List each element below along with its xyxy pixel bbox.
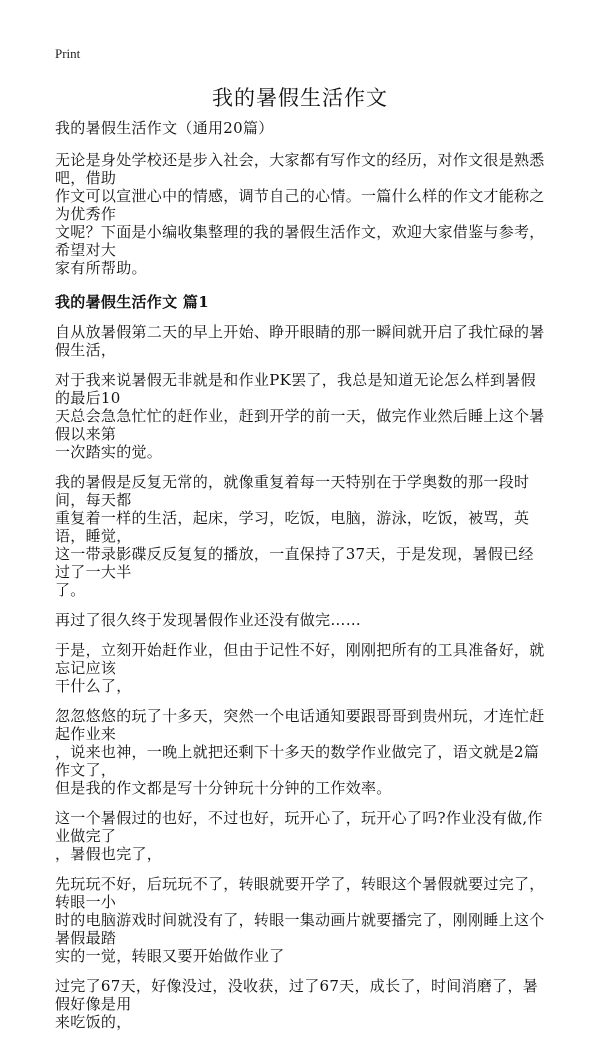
paragraph: 过完了67天，好像没过，没收获，过了67天，成长了，时间消磨了，暑假好像是用 来吃饭的， bbox=[55, 977, 539, 1031]
print-link[interactable]: Print bbox=[55, 46, 81, 61]
paragraph: 我的暑假是反复无常的，就像重复着每一天特别在于学奥数的那一段时间，每天都 重复着一样的生活，起床，学习，吃饭，电脑，游泳，吃饭，被骂，英语，睡觉， 这一带录影碟反反复复的播放，一直保持了37天，于是发现，暑假已经过了一大半 了。 bbox=[55, 473, 534, 599]
article-body bbox=[55, 119, 545, 1043]
paragraph: 先玩玩不好，后玩玩不了，转眼就要开学了，转眼这个暑假就要过完了，转眼一小 时的电脑游戏时间就没有了，转眼一集动画片就要播完了，刚刚睡上这个暑假最踏 实的一觉，转眼又要开始做作业了 bbox=[55, 875, 545, 965]
intro-paragraph: 无论是身处学校还是步入社会，大家都有写作文的经历，对作文很是熟悉吧，借助 作文可以宣泄心中的情感，调节自己的心情。一篇什么样的作文才能称之为优秀作 文呢？下面是小编收集整理的我的暑假生活作文，欢迎大家借鉴与参考，希望对大 家有所帮助。 bbox=[55, 151, 545, 277]
paragraph: 对于我来说暑假无非就是和作业PK罢了，我总是知道无论怎么样到暑假的最后10 天总会急急忙忙的赶作业，赶到开学的前一天，做完作业然后睡上这个暑假以来第 一次踏实的觉。 bbox=[55, 371, 545, 461]
page-title: 我的暑假生活作文 bbox=[212, 86, 388, 110]
paragraph: 这一个暑假过的也好，不过也好，玩开心了，玩开心了吗?作业没有做,作业做完了 ，暑假也完了， bbox=[55, 809, 543, 863]
article-subtitle: 我的暑假生活作文（通用20篇） bbox=[55, 119, 274, 137]
paragraph: 于是，立刻开始赶作业，但由于记性不好，刚刚把所有的工具准备好，就忘记应该 干什么了， bbox=[55, 641, 545, 695]
section-heading: 我的暑假生活作文 篇1 bbox=[55, 293, 209, 311]
paragraph: 自从放暑假第二天的早上开始、睁开眼睛的那一瞬间就开启了我忙碌的暑假生活， bbox=[55, 323, 545, 359]
paragraph: 再过了很久终于发现暑假作业还没有做完…… bbox=[55, 611, 362, 629]
paragraph: 忽忽悠悠的玩了十多天，突然一个电话通知要跟哥哥到贵州玩，才连忙赶起作业来 ，说来也神，一晚上就把还剩下十多天的数学作业做完了，语文就是2篇作文了， 但是我的作文都是写十分钟玩十分钟的工作效率。 bbox=[55, 707, 545, 797]
